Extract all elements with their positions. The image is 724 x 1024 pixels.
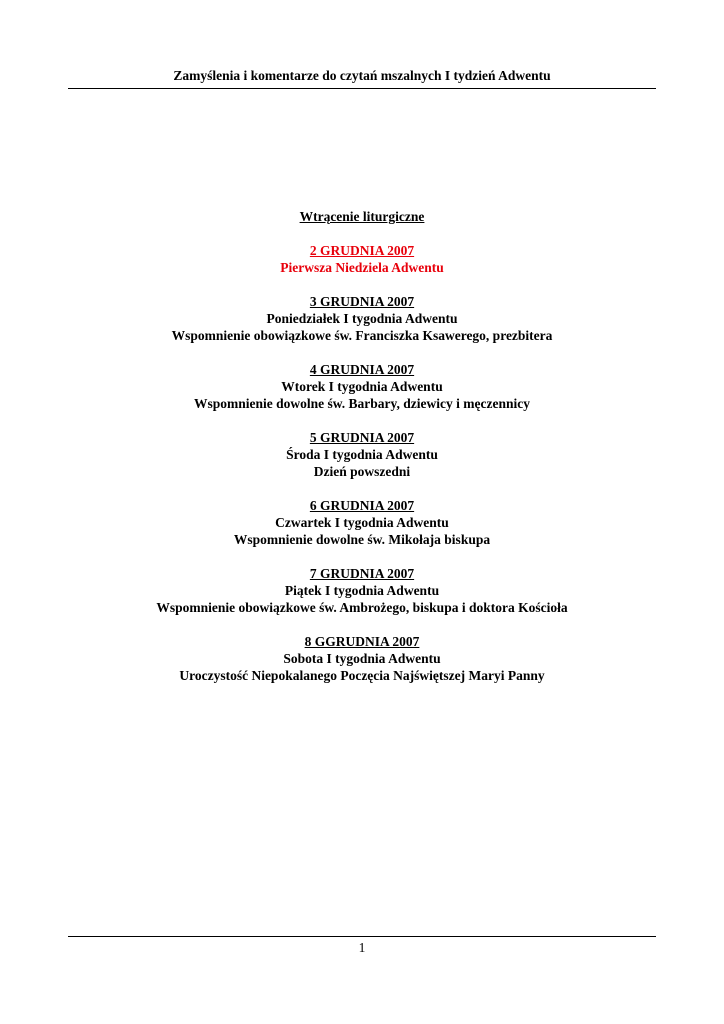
day-date: 8 GGRUDNIA 2007 bbox=[304, 634, 420, 649]
day-title: Czwartek I tygodnia Adwentu bbox=[275, 515, 449, 530]
day-entry-dec-2 bbox=[68, 242, 656, 276]
page-content bbox=[68, 208, 656, 701]
day-entry-dec-5 bbox=[68, 429, 656, 480]
header-rule bbox=[68, 88, 656, 89]
day-title: Sobota I tygodnia Adwentu bbox=[283, 651, 441, 666]
day-entry-dec-6 bbox=[68, 497, 656, 548]
day-memorial: Wspomnienie obowiązkowe św. Ambrożego, biskupa i doktora Kościoła bbox=[156, 600, 568, 615]
day-title: Piątek I tygodnia Adwentu bbox=[284, 583, 440, 598]
day-date: 6 GRUDNIA 2007 bbox=[309, 498, 415, 513]
day-date: 2 GRUDNIA 2007 bbox=[309, 243, 415, 258]
day-entry-dec-4 bbox=[68, 361, 656, 412]
page-number: 1 bbox=[358, 940, 366, 955]
day-title: Pierwsza Niedziela Adwentu bbox=[280, 260, 444, 275]
day-memorial: Wspomnienie dowolne św. Mikołaja biskupa bbox=[233, 532, 491, 547]
day-entry-dec-3 bbox=[68, 293, 656, 344]
day-memorial: Dzień powszedni bbox=[313, 464, 411, 479]
day-date: 3 GRUDNIA 2007 bbox=[309, 294, 415, 309]
day-entry-dec-8 bbox=[68, 633, 656, 684]
day-title: Środa I tygodnia Adwentu bbox=[286, 447, 438, 462]
day-date: 4 GRUDNIA 2007 bbox=[309, 362, 415, 377]
day-title: Poniedziałek I tygodnia Adwentu bbox=[266, 311, 458, 326]
day-date: 5 GRUDNIA 2007 bbox=[309, 430, 415, 445]
day-memorial: Uroczystość Niepokalanego Poczęcia Najświętszej Maryi Panny bbox=[179, 668, 545, 683]
day-title: Wtorek I tygodnia Adwentu bbox=[281, 379, 443, 394]
day-entry-dec-7 bbox=[68, 565, 656, 616]
footer-rule bbox=[68, 936, 656, 937]
section-heading: Wtrącenie liturgiczne bbox=[299, 209, 425, 224]
day-date: 7 GRUDNIA 2007 bbox=[309, 566, 415, 581]
day-memorial: Wspomnienie obowiązkowe św. Franciszka Ksawerego, prezbitera bbox=[171, 328, 553, 343]
day-memorial: Wspomnienie dowolne św. Barbary, dziewicy i męczennicy bbox=[194, 396, 530, 411]
page-header-title: Zamyślenia i komentarze do czytań mszalnych I tydzień Adwentu bbox=[173, 68, 551, 83]
